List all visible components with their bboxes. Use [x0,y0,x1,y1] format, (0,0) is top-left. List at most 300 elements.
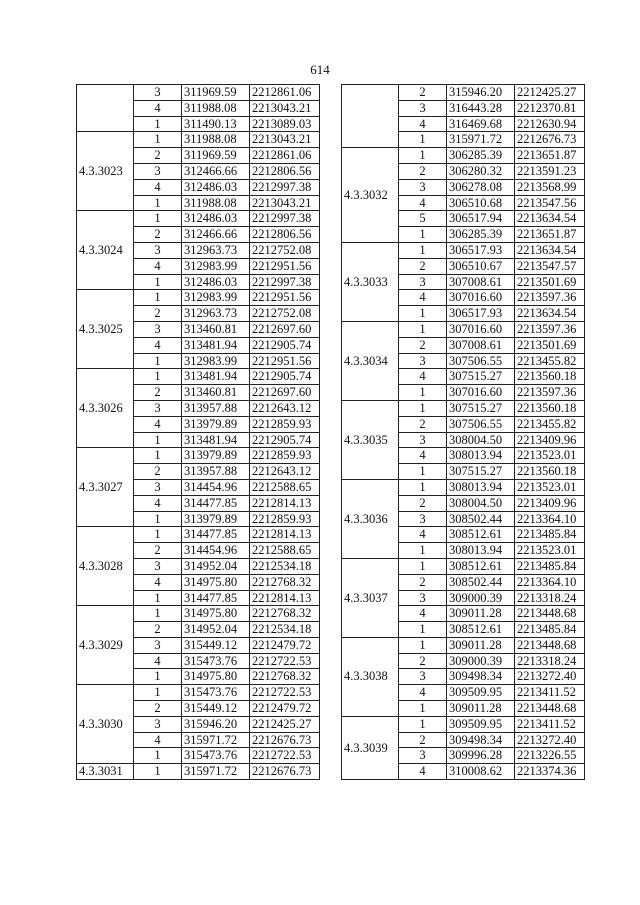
table-row [342,321,585,337]
point-number-cell: 1 [399,242,447,258]
point-number-cell: 3 [399,511,447,527]
y-coordinate-cell: 2212861.06 [250,148,320,164]
point-number-cell: 2 [134,227,182,243]
point-number-cell: 4 [399,290,447,306]
x-coordinate-cell: 307515.27 [447,464,515,480]
y-coordinate-cell: 2212997.38 [250,211,320,227]
y-coordinate-cell: 2212643.12 [250,400,320,416]
x-coordinate-cell: 313481.94 [182,432,250,448]
point-number-cell: 3 [399,100,447,116]
x-coordinate-cell: 314975.80 [182,574,250,590]
parcel-id-cell: 4.3.3029 [77,606,134,685]
x-coordinate-cell: 315971.72 [447,132,515,148]
point-number-cell: 2 [134,622,182,638]
x-coordinate-cell: 314975.80 [182,606,250,622]
point-number-cell: 2 [134,148,182,164]
y-coordinate-cell: 2212479.72 [250,701,320,717]
y-coordinate-cell: 2212951.56 [250,353,320,369]
x-coordinate-cell: 308004.50 [447,432,515,448]
x-coordinate-cell: 313460.81 [182,385,250,401]
point-number-cell: 2 [399,732,447,748]
parcel-id-cell: 4.3.3037 [342,558,399,637]
parcel-id-cell [77,85,134,132]
y-coordinate-cell: 2213547.56 [515,195,585,211]
table-row [342,558,585,574]
x-coordinate-cell: 314477.85 [182,527,250,543]
point-number-cell: 2 [134,701,182,717]
y-coordinate-cell: 2212905.74 [250,337,320,353]
x-coordinate-cell: 313979.89 [182,511,250,527]
y-coordinate-cell: 2213272.40 [515,669,585,685]
x-coordinate-cell: 311490.13 [182,116,250,132]
x-coordinate-cell: 309996.28 [447,748,515,764]
y-coordinate-cell: 2213411.52 [515,716,585,732]
point-number-cell: 2 [399,85,447,101]
point-number-cell: 4 [134,179,182,195]
point-number-cell: 3 [399,669,447,685]
y-coordinate-cell: 2212806.56 [250,227,320,243]
x-coordinate-cell: 310008.62 [447,764,515,780]
x-coordinate-cell: 313460.81 [182,321,250,337]
point-number-cell: 4 [399,527,447,543]
y-coordinate-cell: 2212752.08 [250,242,320,258]
point-number-cell: 2 [399,574,447,590]
page-number: 614 [310,62,330,77]
point-number-cell: 1 [134,432,182,448]
x-coordinate-cell: 315449.12 [182,637,250,653]
y-coordinate-cell: 2212370.81 [515,100,585,116]
point-number-cell: 3 [134,242,182,258]
x-coordinate-cell: 311988.08 [182,100,250,116]
table-row [77,685,320,701]
x-coordinate-cell: 308512.61 [447,622,515,638]
x-coordinate-cell: 307008.61 [447,337,515,353]
x-coordinate-cell: 309509.95 [447,685,515,701]
y-coordinate-cell: 2213374.36 [515,764,585,780]
x-coordinate-cell: 315473.76 [182,685,250,701]
y-coordinate-cell: 2212425.27 [515,85,585,101]
table-row [77,132,320,148]
point-number-cell: 4 [399,116,447,132]
y-coordinate-cell: 2213547.57 [515,258,585,274]
y-coordinate-cell: 2213409.96 [515,432,585,448]
y-coordinate-cell: 2212951.56 [250,258,320,274]
y-coordinate-cell: 2212676.73 [515,132,585,148]
y-coordinate-cell: 2213043.21 [250,100,320,116]
point-number-cell: 1 [134,274,182,290]
x-coordinate-cell: 307016.60 [447,321,515,337]
y-coordinate-cell: 2213448.68 [515,606,585,622]
y-coordinate-cell: 2213448.68 [515,637,585,653]
y-coordinate-cell: 2212676.73 [250,732,320,748]
x-coordinate-cell: 308013.94 [447,479,515,495]
parcel-id-cell: 4.3.3023 [77,132,134,211]
x-coordinate-cell: 306285.39 [447,148,515,164]
point-number-cell: 3 [399,432,447,448]
point-number-cell: 1 [134,448,182,464]
point-number-cell: 2 [399,337,447,353]
y-coordinate-cell: 2213597.36 [515,321,585,337]
table-row [77,369,320,385]
x-coordinate-cell: 307016.60 [447,385,515,401]
x-coordinate-cell: 312963.73 [182,306,250,322]
parcel-id-cell: 4.3.3032 [342,148,399,243]
x-coordinate-cell: 308502.44 [447,511,515,527]
point-number-cell: 2 [134,543,182,559]
point-number-cell: 4 [134,653,182,669]
point-number-cell: 1 [134,606,182,622]
x-coordinate-cell: 313979.89 [182,448,250,464]
table-row [77,606,320,622]
x-coordinate-cell: 315946.20 [447,85,515,101]
x-coordinate-cell: 311988.08 [182,195,250,211]
y-coordinate-cell: 2212534.18 [250,558,320,574]
y-coordinate-cell: 2212722.53 [250,685,320,701]
x-coordinate-cell: 307016.60 [447,290,515,306]
y-coordinate-cell: 2213560.18 [515,464,585,480]
x-coordinate-cell: 315946.20 [182,716,250,732]
y-coordinate-cell: 2212479.72 [250,637,320,653]
y-coordinate-cell: 2213485.84 [515,622,585,638]
point-number-cell: 1 [399,227,447,243]
point-number-cell: 1 [134,290,182,306]
x-coordinate-cell: 306517.93 [447,242,515,258]
point-number-cell: 4 [399,448,447,464]
point-number-cell: 1 [399,701,447,717]
x-coordinate-cell: 307008.61 [447,274,515,290]
y-coordinate-cell: 2212768.32 [250,606,320,622]
point-number-cell: 5 [399,211,447,227]
y-coordinate-cell: 2213485.84 [515,527,585,543]
y-coordinate-cell: 2213409.96 [515,495,585,511]
x-coordinate-cell: 306280.32 [447,163,515,179]
point-number-cell: 1 [399,148,447,164]
point-number-cell: 1 [399,400,447,416]
point-number-cell: 1 [399,558,447,574]
y-coordinate-cell: 2212768.32 [250,574,320,590]
x-coordinate-cell: 312983.99 [182,290,250,306]
x-coordinate-cell: 312486.03 [182,211,250,227]
point-number-cell: 2 [399,653,447,669]
parcel-id-cell: 4.3.3038 [342,637,399,716]
point-number-cell: 4 [399,685,447,701]
parcel-id-cell [342,85,399,148]
y-coordinate-cell: 2212997.38 [250,274,320,290]
y-coordinate-cell: 2213272.40 [515,732,585,748]
point-number-cell: 1 [134,116,182,132]
y-coordinate-cell: 2212643.12 [250,464,320,480]
point-number-cell: 1 [399,385,447,401]
x-coordinate-cell: 308013.94 [447,543,515,559]
point-number-cell: 3 [134,637,182,653]
y-coordinate-cell: 2212722.53 [250,748,320,764]
x-coordinate-cell: 312466.66 [182,163,250,179]
y-coordinate-cell: 2213523.01 [515,543,585,559]
parcel-id-cell: 4.3.3024 [77,211,134,290]
y-coordinate-cell: 2213591.23 [515,163,585,179]
x-coordinate-cell: 312486.03 [182,274,250,290]
x-coordinate-cell: 316443.28 [447,100,515,116]
y-coordinate-cell: 2212697.60 [250,321,320,337]
parcel-id-cell: 4.3.3030 [77,685,134,764]
point-number-cell: 1 [399,132,447,148]
table-row [77,85,320,101]
y-coordinate-cell: 2212806.56 [250,163,320,179]
table-row [77,764,320,780]
table-row [342,148,585,164]
point-number-cell: 1 [134,685,182,701]
y-coordinate-cell: 2213455.82 [515,353,585,369]
point-number-cell: 3 [399,590,447,606]
y-coordinate-cell: 2213523.01 [515,448,585,464]
x-coordinate-cell: 312983.99 [182,258,250,274]
x-coordinate-cell: 308004.50 [447,495,515,511]
y-coordinate-cell: 2212997.38 [250,179,320,195]
x-coordinate-cell: 309509.95 [447,716,515,732]
point-number-cell: 3 [399,179,447,195]
y-coordinate-cell: 2213634.54 [515,211,585,227]
x-coordinate-cell: 314454.96 [182,479,250,495]
table-row [77,211,320,227]
table-row [77,290,320,306]
x-coordinate-cell: 314454.96 [182,543,250,559]
point-number-cell: 3 [134,400,182,416]
y-coordinate-cell: 2213364.10 [515,574,585,590]
x-coordinate-cell: 307506.55 [447,353,515,369]
y-coordinate-cell: 2212768.32 [250,669,320,685]
y-coordinate-cell: 2213318.24 [515,590,585,606]
x-coordinate-cell: 313957.88 [182,464,250,480]
y-coordinate-cell: 2213318.24 [515,653,585,669]
point-number-cell: 1 [134,369,182,385]
parcel-id-cell: 4.3.3031 [77,764,134,780]
table-row [342,637,585,653]
y-coordinate-cell: 2212630.94 [515,116,585,132]
point-number-cell: 1 [134,764,182,780]
y-coordinate-cell: 2213568.99 [515,179,585,195]
y-coordinate-cell: 2213597.36 [515,385,585,401]
point-number-cell: 2 [399,258,447,274]
point-number-cell: 3 [134,479,182,495]
point-number-cell: 4 [134,258,182,274]
point-number-cell: 3 [134,163,182,179]
x-coordinate-cell: 316469.68 [447,116,515,132]
y-coordinate-cell: 2212722.53 [250,653,320,669]
y-coordinate-cell: 2212859.93 [250,416,320,432]
parcel-id-cell: 4.3.3039 [342,716,399,779]
y-coordinate-cell: 2212697.60 [250,385,320,401]
x-coordinate-cell: 308502.44 [447,574,515,590]
point-number-cell: 2 [134,464,182,480]
x-coordinate-cell: 307515.27 [447,369,515,385]
table-row [342,479,585,495]
x-coordinate-cell: 306285.39 [447,227,515,243]
x-coordinate-cell: 308512.61 [447,558,515,574]
point-number-cell: 3 [399,274,447,290]
table-row [342,716,585,732]
point-number-cell: 2 [134,385,182,401]
point-number-cell: 1 [399,637,447,653]
point-number-cell: 2 [399,495,447,511]
x-coordinate-cell: 313979.89 [182,416,250,432]
y-coordinate-cell: 2213448.68 [515,701,585,717]
point-number-cell: 4 [134,732,182,748]
x-coordinate-cell: 315473.76 [182,653,250,669]
y-coordinate-cell: 2213226.55 [515,748,585,764]
x-coordinate-cell: 311969.59 [182,85,250,101]
y-coordinate-cell: 2213501.69 [515,274,585,290]
y-coordinate-cell: 2212814.13 [250,590,320,606]
table-row [77,527,320,543]
x-coordinate-cell: 306510.67 [447,258,515,274]
point-number-cell: 4 [134,100,182,116]
parcel-id-cell: 4.3.3028 [77,527,134,606]
point-number-cell: 2 [134,306,182,322]
x-coordinate-cell: 309011.28 [447,701,515,717]
point-number-cell: 4 [134,416,182,432]
point-number-cell: 3 [399,353,447,369]
table-row [342,400,585,416]
y-coordinate-cell: 2212859.93 [250,448,320,464]
parcel-id-cell: 4.3.3034 [342,321,399,400]
point-number-cell: 3 [399,748,447,764]
point-number-cell: 1 [134,527,182,543]
x-coordinate-cell: 308512.61 [447,527,515,543]
y-coordinate-cell: 2213411.52 [515,685,585,701]
x-coordinate-cell: 315449.12 [182,701,250,717]
x-coordinate-cell: 315473.76 [182,748,250,764]
point-number-cell: 3 [134,716,182,732]
x-coordinate-cell: 309011.28 [447,606,515,622]
y-coordinate-cell: 2212752.08 [250,306,320,322]
x-coordinate-cell: 309011.28 [447,637,515,653]
x-coordinate-cell: 309000.39 [447,653,515,669]
x-coordinate-cell: 306517.93 [447,306,515,322]
x-coordinate-cell: 315971.72 [182,764,250,780]
y-coordinate-cell: 2213043.21 [250,132,320,148]
y-coordinate-cell: 2213651.87 [515,227,585,243]
point-number-cell: 1 [399,716,447,732]
x-coordinate-cell: 311969.59 [182,148,250,164]
parcel-id-cell: 4.3.3033 [342,242,399,321]
x-coordinate-cell: 306278.08 [447,179,515,195]
point-number-cell: 3 [134,85,182,101]
point-number-cell: 1 [134,511,182,527]
parcel-id-cell: 4.3.3025 [77,290,134,369]
y-coordinate-cell: 2213501.69 [515,337,585,353]
parcel-id-cell: 4.3.3027 [77,448,134,527]
x-coordinate-cell: 314952.04 [182,558,250,574]
y-coordinate-cell: 2213043.21 [250,195,320,211]
point-number-cell: 4 [134,574,182,590]
point-number-cell: 1 [399,464,447,480]
point-number-cell: 1 [134,195,182,211]
parcel-id-cell: 4.3.3035 [342,400,399,479]
x-coordinate-cell: 313957.88 [182,400,250,416]
y-coordinate-cell: 2212859.93 [250,511,320,527]
point-number-cell: 1 [134,211,182,227]
y-coordinate-cell: 2213560.18 [515,369,585,385]
x-coordinate-cell: 307506.55 [447,416,515,432]
point-number-cell: 4 [399,369,447,385]
table-row [77,448,320,464]
point-number-cell: 3 [134,558,182,574]
y-coordinate-cell: 2213523.01 [515,479,585,495]
y-coordinate-cell: 2212534.18 [250,622,320,638]
y-coordinate-cell: 2213089.03 [250,116,320,132]
y-coordinate-cell: 2212814.13 [250,527,320,543]
y-coordinate-cell: 2213560.18 [515,400,585,416]
point-number-cell: 4 [134,495,182,511]
x-coordinate-cell: 313481.94 [182,337,250,353]
x-coordinate-cell: 309498.34 [447,669,515,685]
x-coordinate-cell: 306517.94 [447,211,515,227]
x-coordinate-cell: 309000.39 [447,590,515,606]
point-number-cell: 4 [134,337,182,353]
point-number-cell: 4 [399,195,447,211]
y-coordinate-cell: 2212588.65 [250,543,320,559]
point-number-cell: 1 [134,590,182,606]
point-number-cell: 1 [399,543,447,559]
point-number-cell: 4 [399,606,447,622]
x-coordinate-cell: 312486.03 [182,179,250,195]
y-coordinate-cell: 2212951.56 [250,290,320,306]
x-coordinate-cell: 314477.85 [182,495,250,511]
y-coordinate-cell: 2213485.84 [515,558,585,574]
point-number-cell: 3 [134,321,182,337]
x-coordinate-cell: 312963.73 [182,242,250,258]
y-coordinate-cell: 2212905.74 [250,369,320,385]
point-number-cell: 1 [399,306,447,322]
x-coordinate-cell: 313481.94 [182,369,250,385]
point-number-cell: 1 [134,748,182,764]
x-coordinate-cell: 315971.72 [182,732,250,748]
y-coordinate-cell: 2213455.82 [515,416,585,432]
x-coordinate-cell: 314477.85 [182,590,250,606]
x-coordinate-cell: 311988.08 [182,132,250,148]
parcel-id-cell: 4.3.3036 [342,479,399,558]
coordinates-table-right [341,84,585,780]
point-number-cell: 1 [134,353,182,369]
point-number-cell: 1 [134,132,182,148]
point-number-cell: 2 [399,416,447,432]
x-coordinate-cell: 309498.34 [447,732,515,748]
table-row [342,85,585,101]
point-number-cell: 1 [399,321,447,337]
y-coordinate-cell: 2213651.87 [515,148,585,164]
y-coordinate-cell: 2212905.74 [250,432,320,448]
y-coordinate-cell: 2213364.10 [515,511,585,527]
x-coordinate-cell: 306510.68 [447,195,515,211]
point-number-cell: 1 [399,479,447,495]
x-coordinate-cell: 307515.27 [447,400,515,416]
y-coordinate-cell: 2212676.73 [250,764,320,780]
parcel-id-cell: 4.3.3026 [77,369,134,448]
y-coordinate-cell: 2212425.27 [250,716,320,732]
y-coordinate-cell: 2212814.13 [250,495,320,511]
x-coordinate-cell: 308013.94 [447,448,515,464]
y-coordinate-cell: 2213634.54 [515,306,585,322]
point-number-cell: 1 [134,669,182,685]
table-row [342,242,585,258]
point-number-cell: 4 [399,764,447,780]
point-number-cell: 2 [399,163,447,179]
x-coordinate-cell: 314975.80 [182,669,250,685]
point-number-cell: 1 [399,622,447,638]
coordinates-table-left [76,84,320,780]
x-coordinate-cell: 312466.66 [182,227,250,243]
x-coordinate-cell: 314952.04 [182,622,250,638]
